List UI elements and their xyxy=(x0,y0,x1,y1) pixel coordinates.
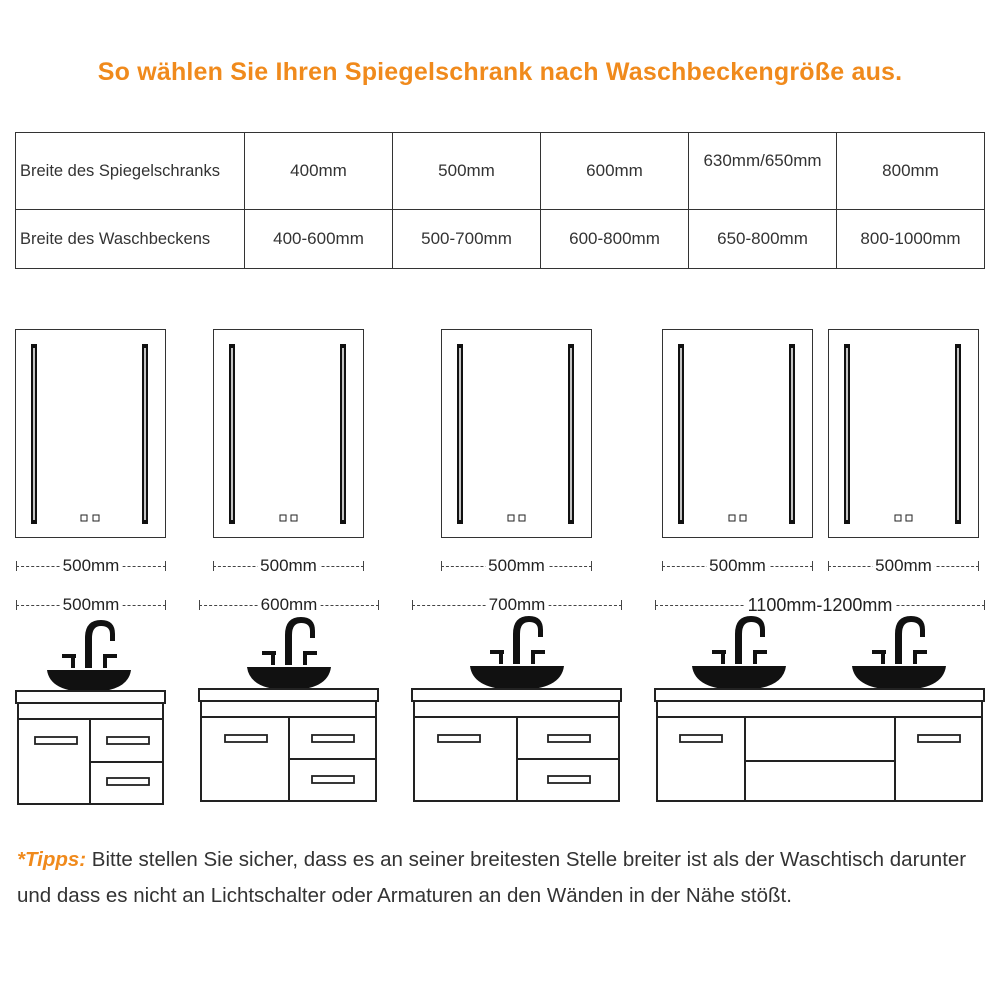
mirror-dimension xyxy=(828,556,979,576)
faucet-icon xyxy=(262,617,317,665)
faucet-icon xyxy=(490,616,545,664)
vanity-dimension xyxy=(199,595,379,615)
vanity-dimension xyxy=(655,595,985,615)
faucet-icon xyxy=(872,616,927,664)
sink-bowl xyxy=(247,667,331,690)
sink-bowl xyxy=(47,670,131,692)
mirror-width-label: 500mm xyxy=(485,556,548,576)
sink-bowl xyxy=(470,666,564,690)
table-cell: 600-800mm xyxy=(541,210,689,269)
vanity-4 xyxy=(655,616,984,801)
table-cell: 650-800mm xyxy=(689,210,837,269)
vanity-2 xyxy=(199,617,378,801)
table-cell: 630mm/650mm xyxy=(689,133,837,210)
table-cell: 800-1000mm xyxy=(837,210,985,269)
mirror-1 xyxy=(16,330,166,538)
mirror-3 xyxy=(442,330,592,538)
mirror-width-label: 500mm xyxy=(872,556,935,576)
row-label-mirror-width: Breite des Spiegelschranks xyxy=(16,133,245,210)
table-cell: 800mm xyxy=(837,133,985,210)
page-title: So wählen Sie Ihren Spiegelschrank nach Waschbeckengröße aus. xyxy=(97,58,903,86)
vanity-width-label: 1100mm-1200mm xyxy=(745,595,896,615)
table-cell: 600mm xyxy=(541,133,689,210)
table-cell: 400-600mm xyxy=(245,210,393,269)
mirror-width-label: 500mm xyxy=(60,556,123,576)
table-cell: 500mm xyxy=(393,133,541,210)
vanity-width-label: 600mm xyxy=(258,595,321,615)
mirror-dimension xyxy=(662,556,813,576)
vanity-width-label: 500mm xyxy=(60,595,123,615)
tips-label: *Tipps: xyxy=(17,848,87,871)
mirror-2 xyxy=(214,330,364,538)
mirror-width-label: 500mm xyxy=(257,556,320,576)
mirror-dimension xyxy=(213,556,364,576)
vanity-dimension xyxy=(412,595,622,615)
row-label-sink-width: Breite des Waschbeckens xyxy=(16,210,245,269)
mirror-4 xyxy=(663,330,813,538)
sink-bowl xyxy=(692,666,786,690)
vanity-1 xyxy=(16,620,165,804)
faucet-icon xyxy=(62,620,117,668)
vanity-3 xyxy=(412,616,621,801)
table-cell: 500-700mm xyxy=(393,210,541,269)
mirror-5 xyxy=(829,330,979,538)
sink-bowl xyxy=(852,666,946,690)
table-cell: 400mm xyxy=(245,133,393,210)
mirror-dimension xyxy=(16,556,166,576)
tips-text: Bitte stellen Sie sicher, dass es an seiner breitesten Stelle breiter ist als der Waschtisch darunter und dass es nicht an Lichtschalter oder Armaturen an den Wänden in der Nähe stößt. xyxy=(17,848,967,907)
mirror-width-label: 500mm xyxy=(706,556,769,576)
vanity-width-label: 700mm xyxy=(486,595,549,615)
vanity-dimension xyxy=(16,595,166,615)
mirror-dimension xyxy=(441,556,592,576)
tips-note xyxy=(17,842,977,914)
faucet-icon xyxy=(712,616,767,664)
